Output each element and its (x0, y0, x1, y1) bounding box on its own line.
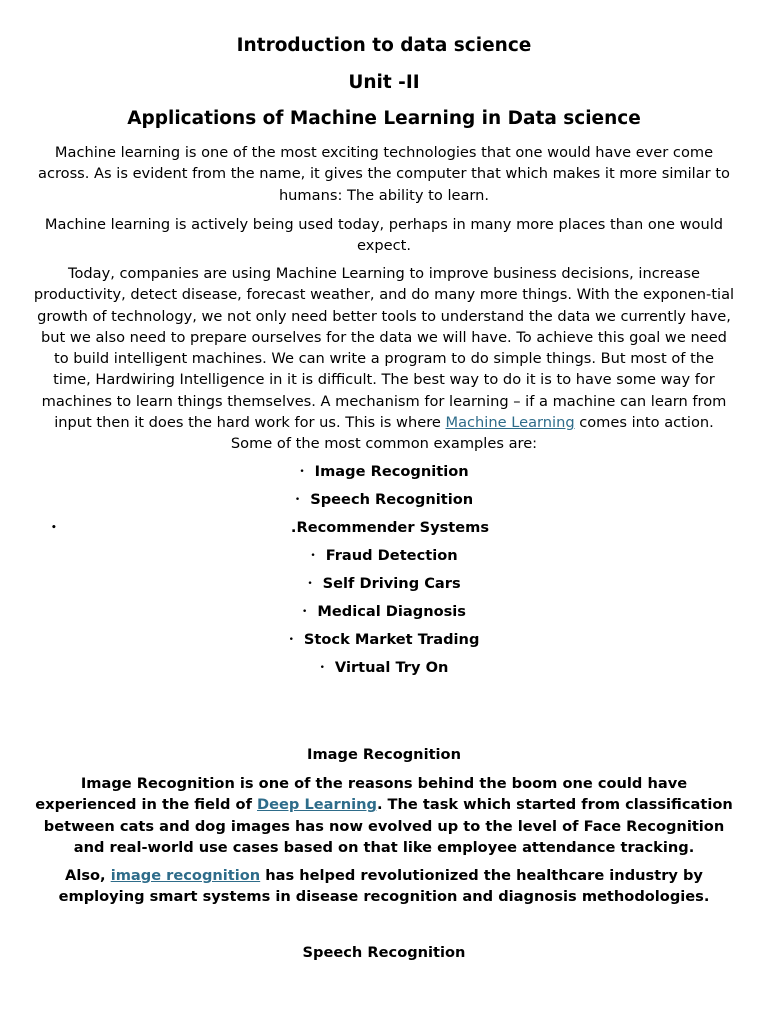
intro-p3-text-b: comes into action. Some of the most common examples are: (230, 414, 714, 453)
image-recognition-p1-text-a: Image Recognition is one of the reasons behind the boom one could have experienced in the field of (35, 775, 688, 814)
list-item-label: Fraud Detection (325, 547, 458, 564)
bullet-icon: • (310, 551, 316, 561)
intro-paragraph-1: Machine learning is one of the most exciting technologies that one would have ever come across. As is evident from the name, it gives the computer that which makes it more similar to humans: The ability to learn. (38, 144, 730, 204)
list-item (0, 518, 768, 538)
bullet-icon: • (51, 523, 57, 533)
bullet-icon: • (302, 607, 308, 617)
list-item (0, 574, 768, 594)
bullet-icon: • (319, 663, 325, 673)
list-item (0, 658, 768, 678)
image-recognition-heading: Image Recognition (307, 746, 461, 763)
bullet-icon: • (294, 495, 301, 505)
image-recognition-p2-text-b: has helped revolutionized the healthcare industry by employing smart systems in disease recognition and diagnosis methodologies. (58, 867, 710, 906)
list-item (0, 546, 768, 566)
list-item-label: .Recommender Systems (290, 519, 490, 536)
intro-p3-text-a: Today, companies are using Machine Learning to improve business decisions, increase productivity, detect disease, forecast weather, and do many more things. With the exponen-tial growth of technology, we not only need better tools to understand the data we currently have, but we also need to prepare ourselves for the data we will have. To achieve this goal we need to build intelligent machines. We can write a program to do simple things. But most of the time, Hardwiring Intelligence in it is difficult. The best way to do it is to have some way for machines to learn things themselves. A mechanism for learning – if a machine can learn from input then it does the hard work for us. This is where (33, 265, 735, 432)
list-item (0, 462, 768, 482)
list-item-label: Speech Recognition (310, 491, 474, 508)
list-item-label: Image Recognition (314, 463, 469, 480)
list-item-label: Stock Market Trading (303, 631, 480, 648)
list-item-label: Virtual Try On (334, 659, 449, 676)
bullet-icon: • (307, 579, 313, 589)
list-item (0, 602, 768, 622)
list-item (0, 630, 768, 650)
bullet-icon: • (299, 467, 305, 477)
intro-paragraph-2: Machine learning is actively being used today, perhaps in many more places than one would expect. (44, 216, 724, 255)
image-recognition-paragraph-2 (33, 865, 735, 908)
machine-learning-link[interactable]: Machine Learning (445, 414, 575, 432)
intro-paragraph-3 (33, 263, 735, 455)
unit-title: Unit -II (348, 72, 420, 93)
list-item-label: Medical Diagnosis (317, 603, 466, 620)
list-item-label: Self Driving Cars (322, 575, 461, 592)
image-recognition-link[interactable]: image recognition (110, 867, 261, 884)
image-recognition-p2-text-a: Also, (65, 867, 111, 884)
course-title: Introduction to data science (236, 35, 532, 56)
topic-title: Applications of Machine Learning in Data science (127, 108, 641, 129)
speech-recognition-heading: Speech Recognition (302, 944, 466, 961)
deep-learning-link[interactable]: Deep Learning (257, 796, 377, 814)
image-recognition-p1-text-b: . The task which started from classification between cats and dog images has now evolved up to the level of Face Recognition and real-world use cases based on that like employee attendance tracking. (43, 796, 733, 856)
bullet-icon: • (288, 635, 294, 645)
image-recognition-paragraph-1 (33, 773, 735, 858)
list-item (0, 490, 768, 510)
